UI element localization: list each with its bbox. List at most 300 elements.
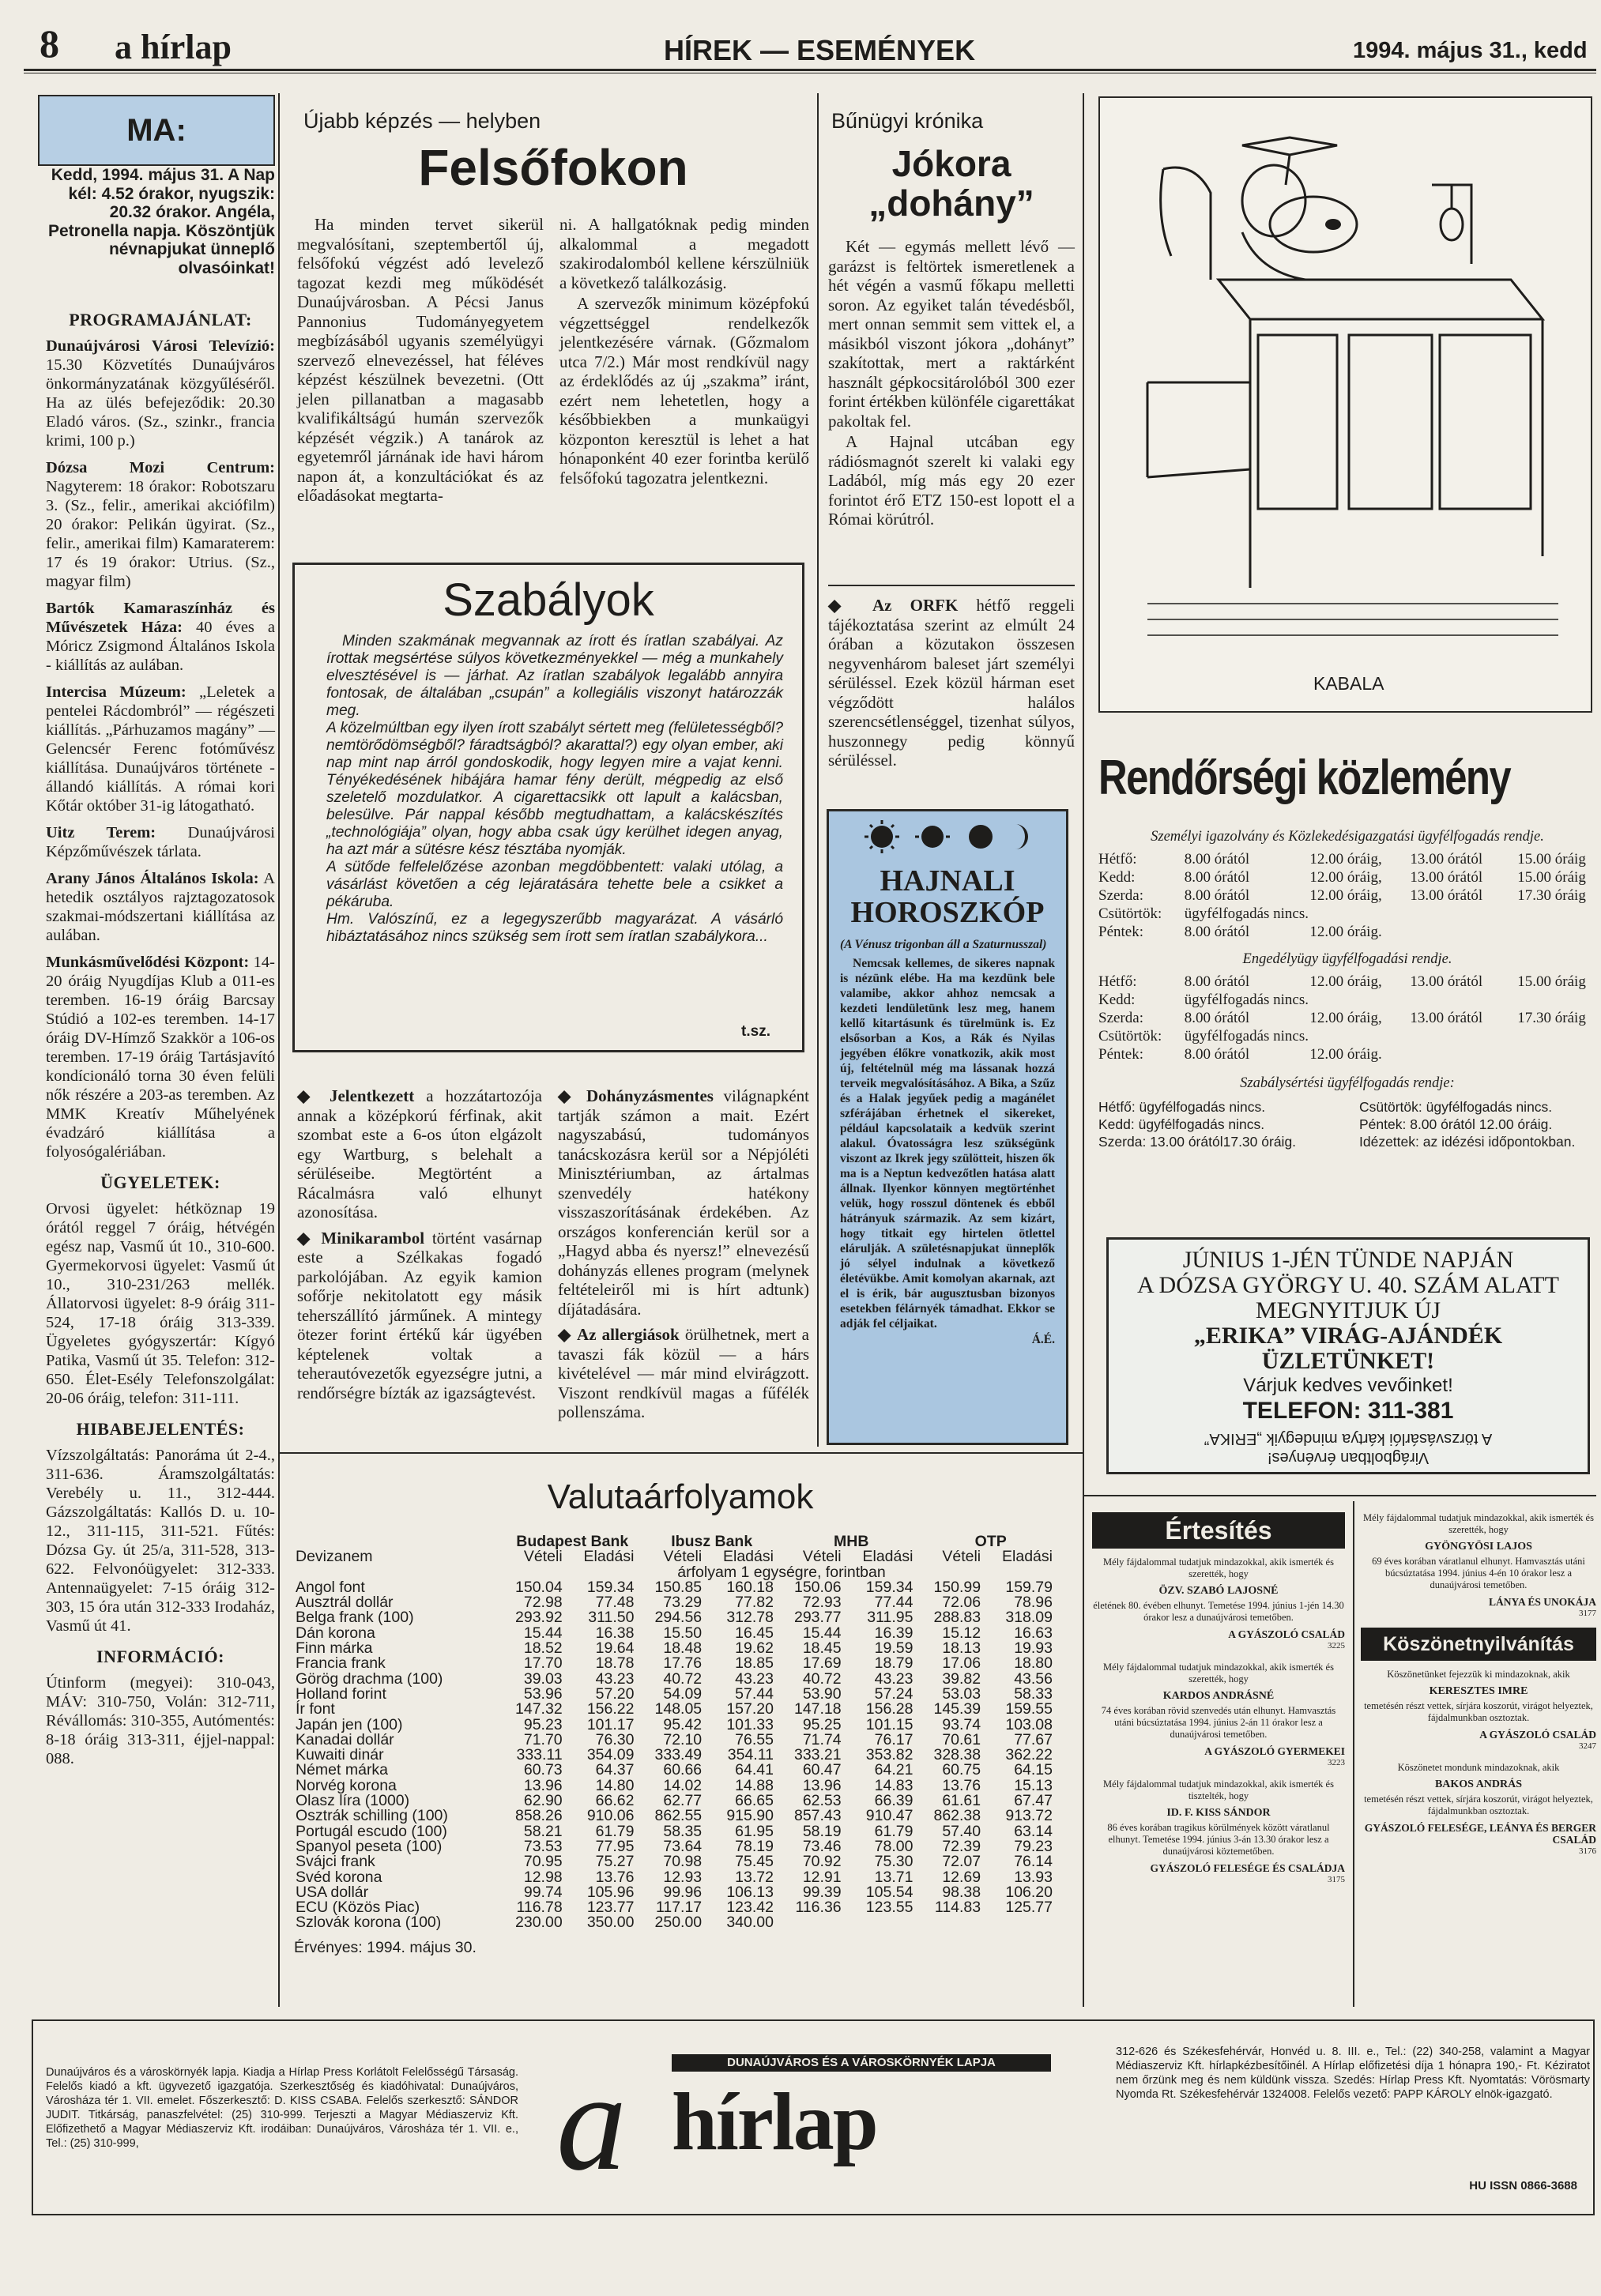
currency-rate: 13.71 (874, 1868, 914, 1886)
short-minikarambol (297, 1229, 542, 1403)
program-name: Arany János Általános Iskola: (46, 870, 259, 887)
currency-rate: 78.00 (874, 1837, 914, 1855)
currency-rate: 57.24 (874, 1684, 914, 1703)
fault-text: Vízszolgáltatás: Panoráma út 2-4., 311-636. Áramszolgáltatás: Verebély u. 11., 312-444. Gázszolgáltatás: Kallós D. u. 10-12., 311-115, 311-521. Fűtés: Dózsa Gy. út 25/a, 311-528, 313-622. Felvonóügyelet: 312-333. Antennaügyelet: 7-15 óráig 312-303, 15 óra után 312-333 Irodaház, Vasmű út 41. (46, 1447, 275, 1635)
currency-rate: 60.75 (942, 1761, 981, 1779)
notice-text: életének 80. évében elhunyt. Temetése 1994. június 1-jén 14.30 órakor lesz a dunaújvárosi temetőben. (1093, 1600, 1344, 1623)
bank-name: OTP (974, 1533, 1007, 1550)
currency-rate: 75.45 (735, 1853, 774, 1871)
police-time (1517, 991, 1596, 1009)
right-notices-column (1361, 1512, 1596, 1858)
currency-rate: 19.59 (874, 1639, 914, 1658)
police-time: 12.00 óráig, (1309, 973, 1382, 990)
currency-table (294, 1534, 1060, 1931)
currency-rate: 77.67 (1014, 1730, 1053, 1748)
notice-text: 86 éves korában tragikus körülmények között váratlanul elhunyt. Temetése 1994. június 3-án 13.30 órakor lesz a dunaújvárosi köztemetőben. (1107, 1822, 1330, 1857)
currency-rate: 114.83 (934, 1899, 981, 1917)
currency-rate: 72.39 (942, 1837, 981, 1855)
police-headline: Rendőrségi közlemény (1098, 751, 1510, 805)
currency-rate: 62.90 (523, 1792, 563, 1810)
thanks-notice (1361, 1762, 1596, 1858)
horoscope-title-1: HAJNALI (880, 864, 1015, 898)
currency-rate: 17.70 (523, 1654, 563, 1673)
police-time (1410, 991, 1517, 1009)
notice-name: BAKOS ANDRÁS (1434, 1778, 1523, 1790)
currency-rate: 58.33 (1014, 1684, 1053, 1703)
currency-rate: 106.13 (726, 1883, 774, 1901)
currency-rate: 17.69 (802, 1654, 842, 1673)
issue-date: 1994. május 31., kedd (1353, 38, 1588, 63)
police-day: Péntek: (1098, 924, 1143, 940)
column-rule (817, 93, 819, 1447)
currency-rate: 73.64 (663, 1837, 703, 1855)
currency-rate: 95.23 (523, 1715, 563, 1733)
police-time: ügyfélfogadás nincs. (1184, 992, 1309, 1008)
currency-rate: 147.18 (793, 1700, 842, 1718)
police-time (1309, 991, 1410, 1009)
currency-name: Kanadai dollár (296, 1730, 394, 1748)
currency-rate: 293.77 (793, 1609, 842, 1627)
program-name: Uitz Terem: (46, 824, 156, 841)
police-row (1098, 868, 1596, 886)
police-day: Szerda: (1098, 1010, 1143, 1026)
currency-name: USA dollár (296, 1883, 369, 1901)
half-moon-icon (913, 819, 952, 854)
currency-rate: 17.06 (942, 1654, 981, 1673)
currency-rate: 150.06 (793, 1578, 842, 1596)
currency-name: Svéd korona (296, 1868, 382, 1886)
police-notice (1098, 828, 1596, 1150)
short-jelentkezett (297, 1086, 542, 1222)
bunugyi-kicker: Bűnügyi krónika (831, 109, 984, 133)
currency-row (294, 1915, 1060, 1930)
currency-name: Finn márka (296, 1639, 373, 1658)
currency-row (294, 1870, 1060, 1885)
police-time: 8.00 órától (1184, 869, 1250, 886)
police-row (1098, 1009, 1596, 1027)
currency-rate: 14.80 (595, 1776, 635, 1794)
currency-row (294, 1656, 1060, 1671)
currency-row (294, 1854, 1060, 1869)
currency-rate: 71.74 (802, 1730, 842, 1748)
notice-intro: Mély fájdalommal tudatjuk mindazokkal, akik ismerték és szerették, hogy (1103, 1556, 1334, 1579)
police-time: ügyfélfogadás nincs. (1184, 1028, 1309, 1044)
currency-name: Ír font (296, 1700, 335, 1718)
police-time: 12.00 óráig, (1309, 869, 1382, 886)
currency-row (294, 1809, 1060, 1824)
logo-a: a (556, 2043, 627, 2200)
police-line: Kedd: ügyfélfogadás nincs. (1098, 1116, 1265, 1132)
police-time: 12.00 óráig. (1309, 1046, 1382, 1063)
short-bullet: ◆ (297, 1228, 322, 1248)
currency-rate: 39.82 (942, 1669, 981, 1688)
notice-number: 3223 (1328, 1758, 1345, 1767)
police-day: Kedd: (1098, 992, 1136, 1008)
notice-name: ÖZV. SZABÓ LAJOSNÉ (1158, 1585, 1279, 1597)
col-sell: Eladási (583, 1548, 635, 1566)
currency-rate: 333.11 (516, 1746, 563, 1764)
police-time: 8.00 órától (1184, 887, 1250, 904)
currency-rate: 53.96 (523, 1684, 563, 1703)
currency-rate: 95.25 (802, 1715, 842, 1733)
ad-line: „ERIKA” VIRÁG-AJÁNDÉK ÜZLETÜNKET! (1193, 1323, 1503, 1374)
currency-rate: 354.09 (586, 1746, 635, 1764)
currency-rate: 12.93 (663, 1868, 703, 1886)
notice-name: KARDOS ANDRÁSNÉ (1162, 1690, 1275, 1702)
police-time (1517, 1045, 1596, 1063)
police-time: 8.00 órától (1184, 973, 1250, 990)
currency-rate: 15.44 (802, 1624, 842, 1642)
currency-rate: 18.79 (874, 1654, 914, 1673)
thanks-notice (1361, 1669, 1596, 1752)
ad-phone: TELEFON: 311-381 (1242, 1398, 1454, 1424)
program-text: „Leletek a pentelei Rácdombról” — régészeti kiállítás. „Párhuzamos magány” — Gelencsér Ferenc fotóművész kiállítása. Dunaújváros története - állandó kiállítás. A római kori Kőtár október 31-ig látogatható. (46, 683, 275, 815)
ad-line: JÚNIUS 1-JÉN TÜNDE NAPJÁN (1182, 1247, 1514, 1273)
currency-rate: 16.38 (595, 1624, 635, 1642)
notice-signature: LÁNYA ÉS UNOKÁJA (1488, 1596, 1596, 1608)
currency-rate: 13.72 (735, 1868, 774, 1886)
currency-rate: 62.77 (663, 1792, 703, 1810)
police-row (1098, 905, 1596, 923)
police-row (1098, 1045, 1596, 1063)
police-day: Hétfő: (1098, 973, 1137, 990)
police-sub: Engedélyügy ügyfélfogadási rendje. (1242, 951, 1452, 967)
police-row (1098, 973, 1596, 991)
col-buy: Vételi (802, 1548, 842, 1566)
police-time: 12.00 óráig. (1309, 924, 1382, 940)
notice-number: 3177 (1579, 1609, 1596, 1618)
currency-rate: 145.39 (933, 1700, 981, 1718)
bunugyi-para: Két — egymás mellett lévő — garázst is feltörtek ismeretlenek a hét végén a vasmű főkapu melletti soron. Az egyiket talán tévedésből, mert onnan semmit sem vittek el, a másikból viszont jókora „dohányt” szakítottak, mert a raktárként használt gépkocsitárolóból 300 ezer forint értékben különféle cigarettákat pakoltak fel. (828, 237, 1075, 431)
police-time (1517, 1027, 1596, 1045)
program-column (46, 299, 275, 1776)
short-text: történt vasárnap este a Szélkakas fogadó parkolójában. Az egyik kamion sofőrje nekitolatott egy másik teherszállító járműnek. A mintegy ötezer forint értékű kár ügyében képtelenek voltak a teherautóvezetők egyezségre jutni, a rendőrségre bízták az igazságtevést. (297, 1228, 543, 1402)
currency-rate: 61.79 (874, 1822, 914, 1840)
currency-rate: 333.49 (654, 1746, 703, 1764)
currency-rate: 60.73 (523, 1761, 563, 1779)
cartoon-drawing-icon (1100, 98, 1591, 651)
currency-rate: 362.22 (1005, 1746, 1053, 1764)
currency-name: Német márka (296, 1761, 389, 1779)
currency-rate: 160.18 (726, 1578, 774, 1596)
currency-rate: 103.08 (1005, 1715, 1053, 1733)
short-bullet: ◆ (828, 596, 872, 615)
currency-rate: 73.53 (523, 1837, 563, 1855)
currency-rate: 101.33 (726, 1715, 774, 1733)
ma-header-box (38, 95, 275, 166)
currency-rate: 76.17 (874, 1730, 914, 1748)
ertesites-column (1092, 1512, 1345, 1886)
currency-rate: 77.44 (874, 1594, 914, 1612)
currency-name: Japán jen (100) (296, 1715, 403, 1733)
short-lead: Jelentkezett (329, 1086, 415, 1105)
ertesites-title: Értesítés (1092, 1512, 1345, 1549)
police-day: Szerda: (1098, 887, 1143, 904)
currency-name: Portugál escudo (100) (296, 1822, 447, 1840)
szabalyok-text: Minden szakmának megvannak az írott és íratlan szabályai. Az írottak megsértése súlyos következményekkel — még a munkahely elvesztésével is — járhat. Az íratlan szabályok legalább annyira fontosak, de általában „csupán” a kollegiális viszonyt határozzák meg. A közelmúltban egy ilyen írott szabályt sértett meg (felületességből? nemtörődömségből? fáradtságból? akarattal?) egy olyan ember, aki nap mint nap árról gondoskodik, hogy legyen mire a vajat kenni. Tényékedésének hibájára hamar fény derült, mégpedig az első szeletelő mozdulatkor. A cigarettacsikk ott lapult a kalácsban, belesülve. Pár nappal később megtudhattam, a kalácskészítés „technológiája” olyan, hogy abba csak úgy kerülhet idegen anyag, ha azt már a sütésre kész tésztába nyomják. A sütőde felfelelőzése azonban megdöbbentett: valaki utólag, a vásárlást követően a cég lejáratására tehette bele a csikket a pékáruba. Hm. Valószínű, ez a legegyszerűbb magyarázat. A vásárló hibáztatásához nincs szükség sem írott sem íratlan szabálykora... (326, 633, 783, 945)
bunugyi-para: A Hajnal utcában egy rádiósmagnót szerelt ki valaki egy Ladából, míg más egy 20 ezer forintot érő ETZ 150-est lopott el a Római körútról. (828, 432, 1075, 529)
fault-heading: HIBABEJELENTÉS: (76, 1419, 245, 1439)
logo-word: hírlap (672, 2076, 877, 2167)
currency-rate (782, 1915, 849, 1930)
szabalyok-signature: t.sz. (741, 1023, 770, 1040)
currency-rate: 58.21 (523, 1822, 563, 1840)
currency-rate: 350.00 (586, 1914, 635, 1932)
police-table (1098, 850, 1596, 941)
currency-rate: 66.39 (874, 1792, 914, 1810)
currency-rate: 19.64 (595, 1639, 635, 1658)
police-time: 8.00 órától (1184, 1046, 1250, 1063)
police-time (1410, 1027, 1517, 1045)
currency-rate: 77.48 (595, 1594, 635, 1612)
currency-rate: 53.90 (802, 1684, 842, 1703)
police-table (1098, 973, 1596, 1063)
currency-rate: 101.17 (586, 1715, 635, 1733)
currency-rate: 13.76 (942, 1776, 981, 1794)
currency-rate: 230.00 (515, 1914, 563, 1932)
felsofokon-col1: Ha minden tervet sikerül megvalósítani, szeptembertől új, felsőfokú végzést adó levelező tagozat kezdi meg működését Dunaújvárosban. A Pécsi Janus Pannonius Tudományegyetem megbízásából ugyanis személyügyi szervező elnevezéssel, hat féléves képzést készülnek bevezetni. (Ott jelen pillanatban a magasabb kvalifikáltságú humán szervezők képzését végzik.) A tanárok az egyetemről járnának ide havi három napon át, a konzultációkat és az előadásokat megtarta- (297, 215, 544, 505)
currency-name: Olasz líra (1000) (296, 1792, 410, 1810)
currency-rate: 13.96 (802, 1776, 842, 1794)
felsofokon-col2-para: ni. A hallgatóknak pedig minden alkalommal a megadott szakirodalomból kellene kérszülniük a következő találkozásig. (559, 215, 809, 292)
police-day: Csütörtök: (1098, 1028, 1162, 1044)
currency-rate (849, 1915, 921, 1930)
horoscope-title-2: HOROSZKÓP (850, 896, 1045, 929)
currency-rate: 354.11 (727, 1746, 774, 1764)
program-name: Munkásművelődési Központ: (46, 954, 250, 971)
currency-rule (278, 1452, 1083, 1454)
currency-rate: 116.36 (795, 1899, 842, 1917)
notice-text: temetésén részt vettek, sírjára koszorút, virágot helyeztek, fájdalmunkban osztoztak. (1364, 1794, 1593, 1816)
erika-ad (1106, 1237, 1590, 1474)
currency-rate: 14.83 (874, 1776, 914, 1794)
ad-flipped-text (1109, 1429, 1588, 1467)
currency-rate: 159.79 (1005, 1578, 1053, 1596)
section-title: HÍREK — ESEMÉNYEK (664, 34, 976, 66)
police-time (1410, 1045, 1517, 1063)
duty-text: Orvosi ügyelet: hétköznap 19 órától reggel 7 óráig, hétvégén egész nap, Vasmű út 10., 310-600. Gyermekorvosi ügyelet: Vasmű út 10., 310-231/263 mellék. Állatorvosi ügyelet: 8-9 óráig 311-524, 17-18 óráig 313-339. Ügyeletes gyógyszertár: Kígyó Patika, Vasmű út 35. Telefon: 312-650. Élet-Esély Telefonszolgálat: 20-06 óráig, telefon: 311-111. (46, 1200, 275, 1407)
currency-rate: 311.95 (867, 1609, 914, 1627)
currency-rate: 57.40 (942, 1822, 981, 1840)
shorts-col2 (558, 1086, 809, 1424)
notice-name: ID. F. KISS SÁNDOR (1166, 1807, 1271, 1819)
currency-rate: 70.98 (663, 1853, 703, 1871)
currency-rate: 66.62 (595, 1792, 635, 1810)
currency-rate: 99.96 (663, 1883, 703, 1901)
currency-rate: 18.52 (523, 1639, 563, 1658)
currency-rate: 77.95 (595, 1837, 635, 1855)
currency-rate: 77.82 (735, 1594, 774, 1612)
currency-rate: 105.96 (586, 1883, 635, 1901)
col-buy: Vételi (942, 1548, 981, 1566)
currency-rate: 250.00 (654, 1914, 703, 1932)
police-day: Kedd: (1098, 869, 1136, 886)
currency-rate: 14.02 (663, 1776, 703, 1794)
police-time: 8.00 órától (1184, 924, 1250, 940)
short-text: világnapként tartják számon a mait. Ezért nagyszabású, tudományos tanácskozásra kerül sor a Népjóléti Minisztériumban, az ártalmas szenvedély hatékony visszaszorításának érdekében. Az országos konferencián kerül sor a „Hagyd abba és nyersz!” elnevezésű dohányzás ellenes program (melynek feltételeiről mi is hírt adtunk) díjátadására. (558, 1086, 809, 1319)
currency-note-row (294, 1565, 1060, 1580)
notice-intro: Mély fájdalommal tudatjuk mindazokkal, akik ismerték és szerették, hogy (1363, 1512, 1594, 1535)
police-time (1410, 905, 1517, 923)
currency-rate: 353.82 (865, 1746, 914, 1764)
currency-name: Norvég korona (296, 1776, 397, 1794)
currency-row (294, 1610, 1060, 1625)
currency-rate: 78.19 (735, 1837, 774, 1855)
currency-rate: 19.93 (1014, 1639, 1053, 1658)
program-name: Dunaújvárosi Városi Televízió: (46, 337, 275, 355)
currency-rate: 73.46 (802, 1837, 842, 1855)
police-time (1309, 905, 1410, 923)
orfk-para (828, 596, 1075, 770)
currency-name: Osztrák schilling (100) (296, 1807, 448, 1825)
police-row (1098, 923, 1596, 941)
currency-rate: 72.10 (663, 1730, 703, 1748)
currency-rate: 293.92 (515, 1609, 563, 1627)
notice-signature: A GYÁSZOLÓ GYERMEKEI (1204, 1745, 1345, 1757)
police-time: 13.00 órától (1410, 887, 1483, 904)
police-day: Péntek: (1098, 1046, 1143, 1063)
currency-rate: 39.03 (523, 1669, 563, 1688)
page-number: 8 (40, 21, 59, 66)
short-text: örülhetnek, mert a tavaszi fák közül — a hárs kivételével — már mind elvirágzott. Viszont rendkívül magas a fűfélék pollenszáma. (558, 1325, 810, 1421)
program-text: 40 éves a Móricz Zsigmond Általános Iskola - kiállítás az aulában. (46, 619, 275, 674)
death-notice (1092, 1778, 1345, 1886)
currency-rate: 60.66 (663, 1761, 703, 1779)
duty-heading: ÜGYELETEK: (100, 1172, 220, 1192)
police-time: 13.00 órától (1410, 973, 1483, 990)
currency-rate: 105.54 (865, 1883, 914, 1901)
currency-rate: 858.26 (515, 1807, 563, 1825)
short-lead: Dohányzásmentes (586, 1086, 714, 1105)
police-time: 12.00 óráig, (1309, 851, 1382, 868)
currency-rate: 54.09 (663, 1684, 703, 1703)
notice-number: 3247 (1579, 1741, 1596, 1751)
police-line: Csütörtök: ügyfélfogadás nincs. (1359, 1099, 1553, 1115)
currency-rate: 294.56 (654, 1609, 703, 1627)
currency-rate: 70.61 (942, 1730, 981, 1748)
currency-rate (989, 1915, 1060, 1930)
currency-rate: 18.85 (735, 1654, 774, 1673)
short-allergia (558, 1325, 809, 1422)
currency-rate: 15.50 (663, 1624, 703, 1642)
currency-rate: 311.50 (588, 1609, 635, 1627)
currency-rate: 99.74 (523, 1883, 563, 1901)
notice-signature: GYÁSZOLÓ FELESÉGE, LEÁNYA ÉS BERGER CSALÁD (1364, 1822, 1596, 1846)
col-sell: Eladási (723, 1548, 774, 1566)
currency-rate: 64.37 (595, 1761, 635, 1779)
police-time: 13.00 órától (1410, 1010, 1483, 1026)
short-dohanyzas (558, 1086, 809, 1319)
notice-intro: Mély fájdalommal tudatjuk mindazokkal, akik ismerték és tisztelték, hogy (1103, 1778, 1334, 1801)
currency-rate: 61.79 (595, 1822, 635, 1840)
currency-rate: 116.78 (516, 1899, 563, 1917)
currency-rate: 93.74 (942, 1715, 981, 1733)
police-time: 12.00 óráig, (1309, 887, 1382, 904)
currency-name: Holland forint (296, 1684, 386, 1703)
currency-rate: 123.77 (586, 1899, 635, 1917)
currency-rate: 72.07 (942, 1853, 981, 1871)
currency-rate: 67.47 (1014, 1792, 1053, 1810)
szabalyok-box (292, 563, 804, 1052)
new-moon-icon (862, 819, 902, 854)
footer-box (32, 2019, 1595, 2215)
program-name: Dózsa Mozi Centrum: (46, 459, 275, 476)
currency-rate: 70.92 (802, 1853, 842, 1871)
currency-rate: 16.39 (874, 1624, 914, 1642)
col-buy: Vételi (663, 1548, 703, 1566)
program-name: Bartók Kamaraszínház és Művészetek Háza: (46, 600, 275, 636)
currency-rate: 99.39 (802, 1883, 842, 1901)
police-row (1098, 991, 1596, 1009)
police-time (1309, 1027, 1410, 1045)
program-name: Intercisa Múzeum: (46, 683, 186, 701)
police-day: Hétfő: (1098, 851, 1137, 868)
currency-name: Belga frank (100) (296, 1609, 414, 1627)
currency-rate: 318.09 (1005, 1609, 1053, 1627)
currency-rate: 72.93 (802, 1594, 842, 1612)
currency-rate: 12.91 (802, 1868, 842, 1886)
notice-name: KERESZTES IMRE (1429, 1685, 1528, 1697)
info-text: Útinform (megyei): 310-043, MÁV: 310-750, Volán: 312-711, Révállomás: 310-355, Autómentés: 8-18 óráig 313-311, éjjel-nappal: 088. (46, 1674, 275, 1767)
shorts-col1 (297, 1086, 542, 1404)
currency-rate: 159.55 (1005, 1700, 1053, 1718)
currency-rate: 125.77 (1005, 1899, 1053, 1917)
program-item (46, 599, 275, 675)
police-line: Hétfő: ügyfélfogadás nincs. (1098, 1099, 1266, 1115)
notice-intro: Mély fájdalommal tudatjuk mindazokkal, akik ismerték és szerették, hogy (1103, 1662, 1334, 1684)
currency-rate: 328.38 (933, 1746, 981, 1764)
currency-subhead-row (294, 1549, 1060, 1564)
short-bullet: ◆ (558, 1086, 586, 1105)
currency-rate: 150.85 (654, 1578, 703, 1596)
currency-name: Szlovák korona (100) (296, 1914, 442, 1932)
currency-rate: 40.72 (663, 1669, 703, 1688)
currency-name: Francia frank (296, 1654, 386, 1673)
currency-rate: 17.76 (663, 1654, 703, 1673)
currency-rate: 40.72 (802, 1669, 842, 1688)
currency-rate: 66.65 (735, 1792, 774, 1810)
full-moon-icon (963, 819, 998, 854)
currency-rate: 18.48 (663, 1639, 703, 1658)
police-sub: Szabálysértési ügyfélfogadás rendje: (1240, 1075, 1455, 1091)
currency-rate: 73.29 (663, 1594, 703, 1612)
crescent-moon-icon (1009, 819, 1033, 854)
police-time (1517, 905, 1596, 923)
ad-flip-line: Virágboltban érvényes! (1267, 1449, 1430, 1466)
currency-rate: 95.42 (663, 1715, 703, 1733)
currency-rate: 857.43 (793, 1807, 842, 1825)
currency-rate: 13.76 (595, 1868, 635, 1886)
notice-number: 3176 (1579, 1846, 1596, 1856)
currency-rate: 18.78 (595, 1654, 635, 1673)
currency-rate: 72.06 (942, 1594, 981, 1612)
szabalyok-headline: Szabályok (443, 574, 654, 626)
currency-rate: 53.03 (942, 1684, 981, 1703)
currency-rate: 16.63 (1014, 1624, 1053, 1642)
moon-phases (829, 819, 1066, 854)
currency-rate: 57.44 (735, 1684, 774, 1703)
currency-rate: 150.99 (933, 1578, 981, 1596)
program-text: A hetedik osztályos rajztagozatosok szakmai-módszertani kiállítása az aulában. (46, 870, 276, 944)
currency-rate: 123.55 (865, 1899, 914, 1917)
orfk-lead: Az ORFK (872, 596, 959, 615)
notice-intro: Köszönetünket fejezzük ki mindazoknak, akik (1387, 1669, 1570, 1680)
police-time: 15.00 óráig (1517, 851, 1586, 868)
currency-row (294, 1702, 1060, 1717)
police-time: 17.30 óráig (1517, 887, 1586, 904)
notices-rule (1084, 1495, 1596, 1496)
bank-name: Ibusz Bank (671, 1533, 753, 1550)
